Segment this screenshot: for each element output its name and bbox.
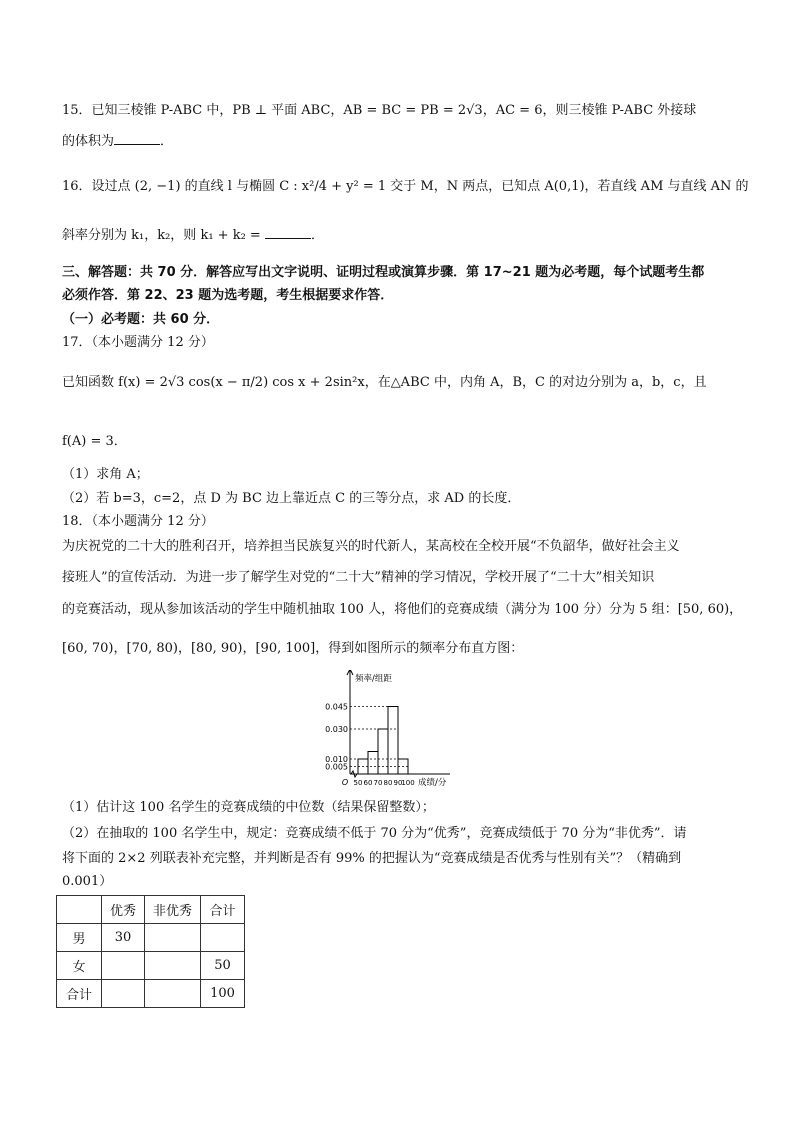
x-tick-label: 100 (401, 779, 415, 787)
table-cell: 男 (57, 924, 102, 952)
table-header-cell: 非优秀 (145, 896, 201, 924)
section3-sub: （一）必考题：共 60 分． (62, 312, 220, 327)
q18-line3: 的竞赛活动，现从参加该活动的学生中随机抽取 100 人，将他们的竞赛成绩（满分为 100 分）分为 5 组：[50, 60)， (62, 602, 743, 617)
x-tick-label: 70 (373, 779, 383, 787)
origin-label: O (341, 778, 349, 787)
y-tick-label: 0.030 (325, 725, 348, 734)
table-header-cell (57, 896, 102, 924)
q15-line2-text: 的体积为 (62, 134, 115, 149)
answer-blank (265, 226, 311, 239)
q17-part2: （2）若 b=3，c=2，点 D 为 BC 边上靠近点 C 的三等分点，求 AD 的长度． (62, 491, 521, 506)
table-cell (102, 952, 145, 980)
table-cell (145, 952, 201, 980)
frequency-histogram (310, 670, 460, 794)
q18-part2-line1: （2）在抽取的 100 名学生中，规定：竞赛成绩不低于 70 分为“优秀”，竞赛成绩低于 70 分为“非优秀”．请 (62, 826, 687, 841)
section3-line2: 必须作答．第 22、23 题为选考题，考生根据要求作答． (62, 288, 394, 303)
histogram-bar (378, 729, 388, 774)
q16-line2-text: 斜率分别为 k₁，k₂，则 k₁ + k₂ = (62, 228, 261, 243)
x-tick-label: 90 (393, 779, 403, 787)
q17-part1: （1）求角 A； (62, 467, 149, 482)
table-cell: 女 (57, 952, 102, 980)
table-row (57, 980, 245, 1008)
answer-blank (114, 132, 160, 145)
q18-line4: [60, 70)，[70, 80)，[80, 90)，[90, 100]，得到如图所示的频率分布直方图： (62, 641, 524, 656)
q18-header: 18．（本小题满分 12 分） (62, 514, 214, 529)
table-cell (145, 924, 201, 952)
table-row (57, 924, 245, 952)
table-cell: 100 (201, 980, 245, 1008)
table-cell (145, 980, 201, 1008)
y-tick-label: 0.010 (325, 755, 348, 764)
histogram-bar (388, 707, 398, 775)
x-axis-label: 成绩/分 (418, 778, 447, 788)
table-cell: 50 (201, 952, 245, 980)
q16-line2 (62, 226, 324, 246)
table-cell (201, 924, 245, 952)
q15-line1: 15．已知三棱锥 P-ABC 中，PB ⊥ 平面 ABC，AB = BC = PB = 2√3，AC = 6，则三棱锥 P-ABC 外接球 (62, 103, 697, 118)
q17-line2: f(A) = 3． (62, 434, 127, 449)
q17-header: 17．（本小题满分 12 分） (62, 335, 214, 350)
q15-period: ． (160, 134, 174, 149)
x-tick-label: 60 (363, 779, 373, 787)
table-header-row (57, 896, 245, 924)
table-cell (102, 980, 145, 1008)
q17-line1: 已知函数 f(x) = 2√3 cos(x − π/2) cos x + 2sin²x，在△ABC 中，内角 A，B，C 的对边分别为 a，b，c，且 (62, 375, 707, 390)
q18-line1: 为庆祝党的二十大的胜利召开，培养担当民族复兴的时代新人，某高校在全校开展“不负韶华，做好社会主义 (62, 539, 680, 554)
table-cell: 30 (102, 924, 145, 952)
x-tick-label: 50 (353, 779, 363, 787)
q16-period: ． (310, 228, 324, 243)
histogram-bar (368, 752, 378, 775)
table-header-cell: 合计 (201, 896, 245, 924)
q18-part2-line3: 0.001） (62, 874, 113, 889)
y-tick-label: 0.005 (325, 762, 348, 772)
x-tick-label: 80 (383, 779, 393, 787)
q18-line2: 接班人”的宣传活动．为进一步了解学生对党的“二十大”精神的学习情况，学校开展了“二十大”相关知识 (62, 570, 655, 585)
table-header-cell: 优秀 (102, 896, 145, 924)
table-cell: 合计 (57, 980, 102, 1008)
table-row (57, 952, 245, 980)
q18-part1: （1）估计这 100 名学生的竞赛成绩的中位数（结果保留整数）； (62, 800, 435, 815)
y-axis-label: 频率/组距 (355, 674, 392, 684)
q15-line2 (62, 132, 173, 152)
q18-part2-line2: 将下面的 2×2 列联表补充完整，并判断是否有 99% 的把握认为“竞赛成绩是否优秀与性别有关”？（精确到 (62, 851, 682, 866)
section3-line1: 三、解答题：共 70 分．解答应写出文字说明、证明过程或演算步骤．第 17~21 题为必考题，每个试题考生都 (62, 265, 705, 280)
q16-line1: 16．设过点 (2, −1) 的直线 l 与椭圆 C : x²/4 + y² = 1 交于 M，N 两点，已知点 A(0,1)，若直线 AM 与直线 AN 的 (62, 179, 749, 194)
contingency-table (56, 895, 245, 1008)
y-tick-label: 0.045 (325, 702, 348, 712)
